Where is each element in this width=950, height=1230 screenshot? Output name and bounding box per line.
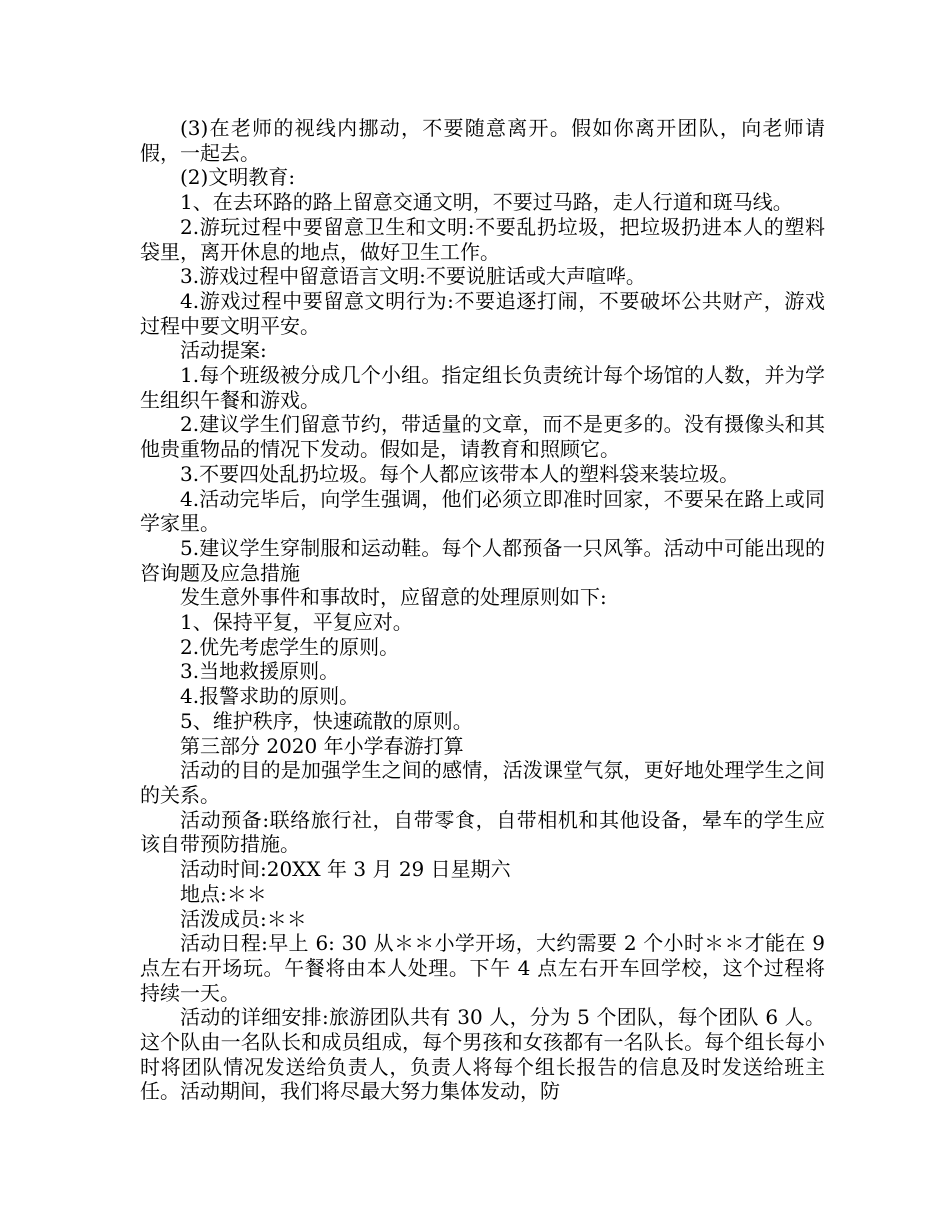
paragraph-emergency-1: 1、保持平复，平复应对。 (180, 610, 413, 635)
paragraph-emergency-3: 3.当地救援原则。 (180, 659, 340, 684)
paragraph-civility-2: 2.游玩过程中要留意卫生和文明:不要乱扔垃圾，把垃圾扔进本人的塑料袋里，离开休息的地点，做好卫生工作。 (140, 214, 825, 264)
paragraph-civility-3: 3.游戏过程中留意语言文明:不要说脏话或大声喧哗。 (180, 264, 646, 289)
paragraph-emergency-5: 5、维护秩序，快速疏散的原则。 (180, 708, 473, 733)
paragraph-emergency-2: 2.优先考虑学生的原则。 (180, 634, 400, 659)
paragraph-schedule: 活动日程:早上 6: 30 从＊＊小学开场，大约需要 2 个小时＊＊才能在 9 点左右开场玩。午餐将由本人处理。下午 4 点左右开车回学校，这个过程将持续一天。 (140, 931, 825, 1005)
paragraph-civility-4: 4.游戏过程中要留意文明行为:不要追逐打闹，不要破坏公共财产，游戏过程中要文明平安。 (140, 288, 825, 338)
paragraph-activity-preparation: 活动预备:联络旅行社，自带零食，自带相机和其他设备，晕车的学生应该自带预防措施。 (140, 807, 825, 857)
paragraph-activity-purpose: 活动的目的是加强学生之间的感情，活泼课堂气氛，更好地处理学生之间的关系。 (140, 758, 825, 807)
heading-civility-education: (2)文明教育: (180, 165, 296, 190)
section-heading-part-three: 第三部分 2020 年小学春游打算 (180, 733, 464, 758)
paragraph-proposal-4: 4.活动完毕后，向学生强调，他们必须立即准时回家，不要呆在路上或同学家里。 (140, 486, 825, 536)
heading-activity-proposal: 活动提案: (180, 338, 267, 363)
paragraph-location: 地点:＊＊ (180, 881, 267, 906)
paragraph-emergency-4: 4.报警求助的原则。 (180, 684, 360, 709)
paragraph-proposal-5: 5.建议学生穿制服和运动鞋。每个人都预备一只风筝。活动中可能出现的咨询题及应急措施 (140, 535, 825, 585)
paragraph-proposal-3: 3.不要四处乱扔垃圾。每个人都应该带本人的塑料袋来装垃圾。 (180, 461, 740, 486)
paragraph-proposal-1: 1.每个班级被分成几个小组。指定组长负责统计每个场馆的人数，并为学生组织午餐和游戏。 (140, 363, 825, 412)
paragraph-detailed-arrangement: 活动的详细安排:旅游团队共有 30 人，分为 5 个团队，每个团队 6 人。这个队由一名队长和成员组成，每个男孩和女孩都有一名队长。每个组长每小时将团队情况发送给负责人，负责人将每个组长报告的信息及时发送给班主任。活动期间，我们将尽最大努力集体发动，防 (140, 1005, 825, 1104)
paragraph-emergency-intro: 发生意外事件和事故时，应留意的处理原则如下: (180, 585, 607, 610)
paragraph-safety-3: (3)在老师的视线内挪动，不要随意离开。假如你离开团队，向老师请假，一起去。 (140, 116, 825, 165)
paragraph-members: 活泼成员:＊＊ (180, 906, 307, 931)
paragraph-activity-time: 活动时间:20XX 年 3 月 29 日星期六 (180, 857, 511, 882)
document-page (140, 116, 825, 1104)
paragraph-proposal-2: 2.建议学生们留意节约，带适量的文章，而不是更多的。没有摄像头和其他贵重物品的情况下发动。假如是，请教育和照顾它。 (140, 412, 825, 462)
paragraph-civility-1: 1、在去环路的路上留意交通文明，不要过马路，走人行道和斑马线。 (180, 190, 793, 215)
